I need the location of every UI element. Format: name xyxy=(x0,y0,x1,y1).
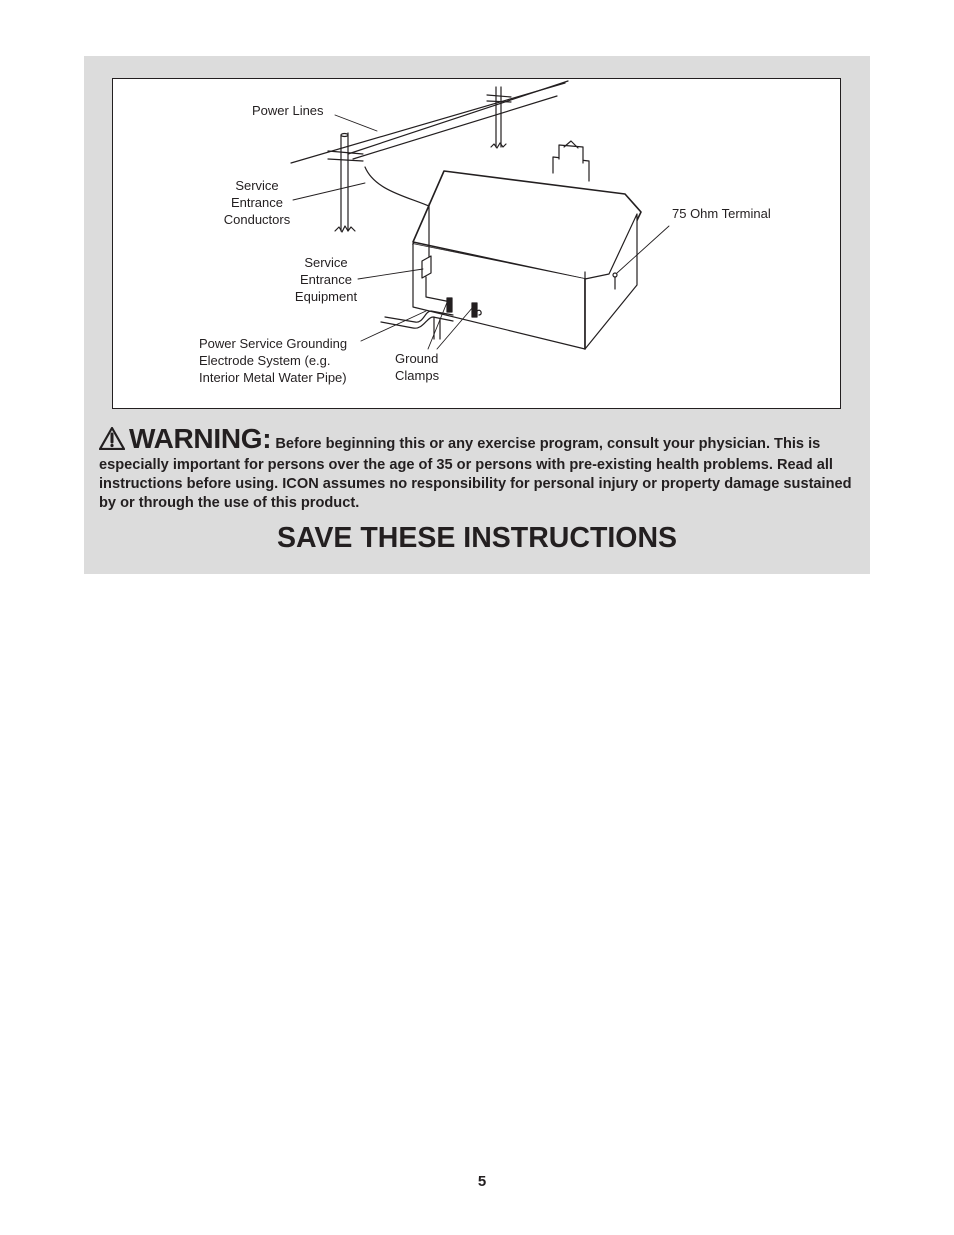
warning-triangle-icon xyxy=(99,427,125,456)
label-grounding-electrode: Power Service Grounding Electrode System (e.g. Interior Metal Water Pipe) xyxy=(199,336,348,385)
label-power-lines: Power Lines xyxy=(252,103,324,118)
warning-heading: WARNING: xyxy=(129,423,272,454)
grounding-diagram xyxy=(112,78,841,409)
power-line-2 xyxy=(348,81,568,154)
leader-electrode xyxy=(361,311,426,341)
ground-clamp-2 xyxy=(472,303,477,317)
label-service-entrance-conductors: Service Entrance Conductors xyxy=(223,178,291,227)
label-service-entrance-equipment: Service Entrance Equipment xyxy=(294,255,358,304)
label-75-ohm-terminal: 75 Ohm Terminal xyxy=(672,206,771,221)
grounding-panel xyxy=(84,56,870,574)
warning-notice xyxy=(99,423,859,513)
left-pole-crossarm xyxy=(328,151,363,161)
leader-power-lines xyxy=(335,115,377,131)
label-ground-clamps: Ground Clamps xyxy=(395,351,440,383)
power-line-3 xyxy=(353,96,557,159)
save-instructions-heading: SAVE THESE INSTRUCTIONS xyxy=(276,522,678,554)
page-number: 5 xyxy=(477,1173,487,1190)
warning-body: Before beginning this or any exercise program, consult your physician. This is especially important for persons over the age of 35 or persons with pre-existing health problems. Read all instructions before using. ICON assumes no responsibility for personal injury or property damage sustained by or through the use of this product. xyxy=(99,436,852,511)
service-drop xyxy=(365,167,431,207)
leader-conductors xyxy=(293,183,365,200)
